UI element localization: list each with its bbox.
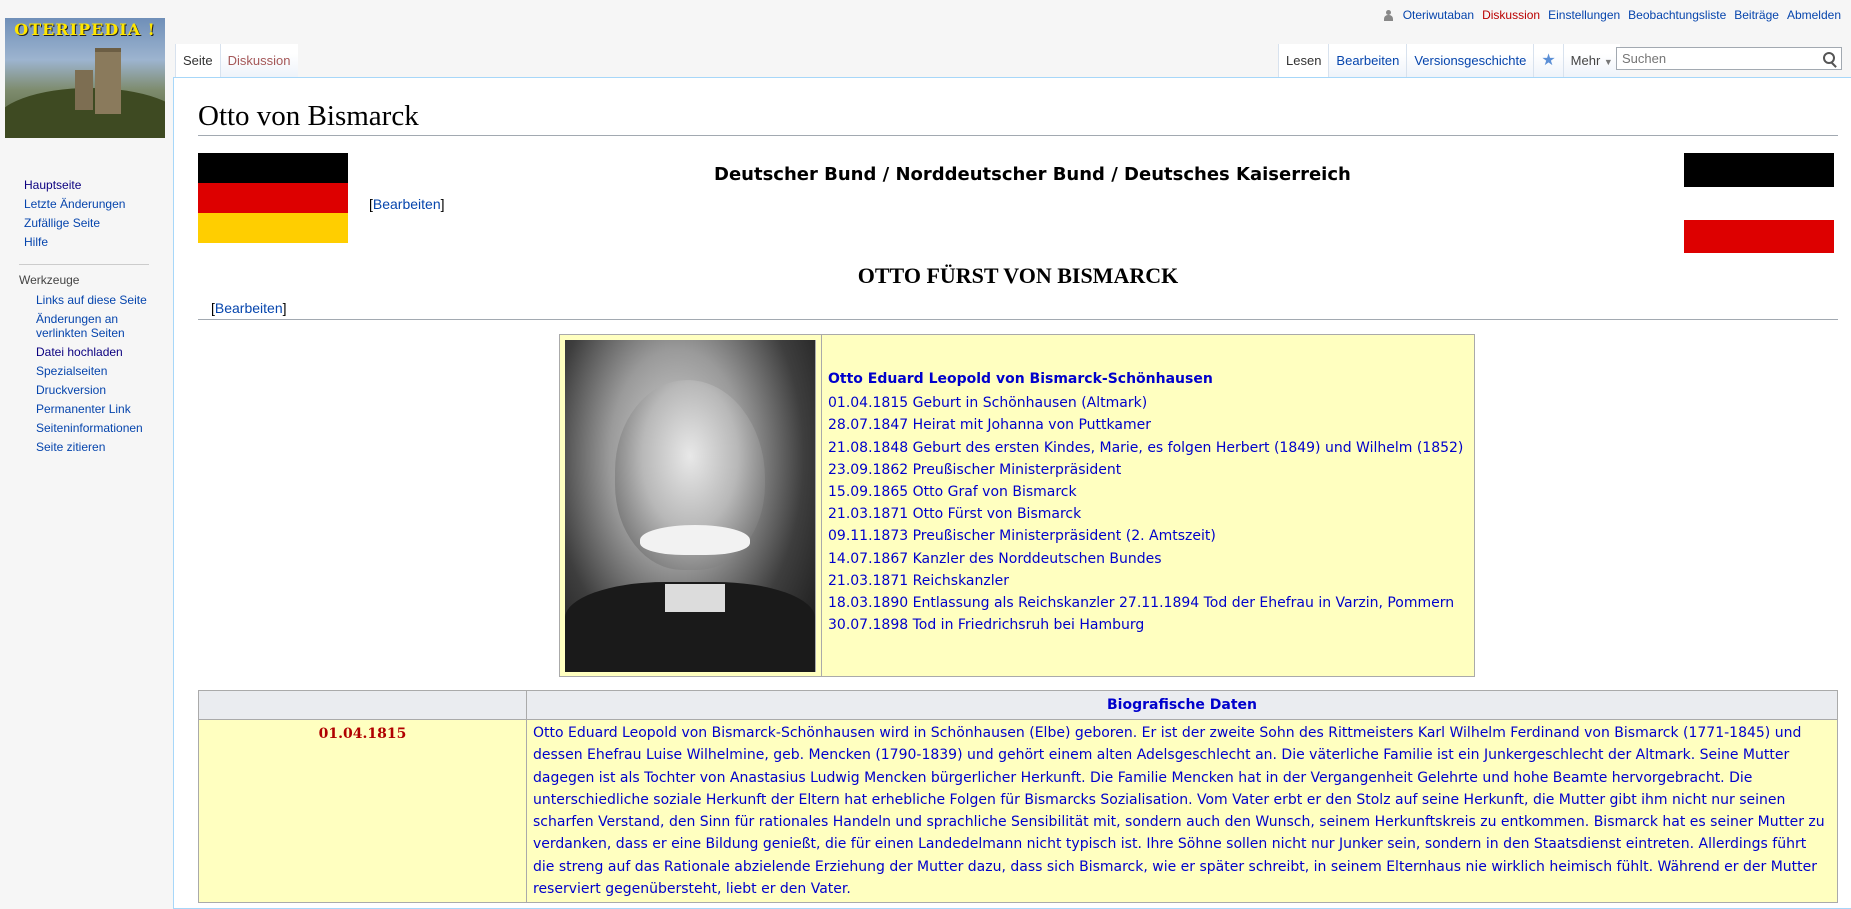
search-input[interactable] (1617, 48, 1817, 68)
event-item: 23.09.1862 Preußischer Ministerpräsident (828, 461, 1122, 478)
more-menu[interactable] (1563, 44, 1620, 77)
user-talk-link[interactable]: Diskussion (1482, 8, 1541, 22)
navigation-portal (0, 178, 170, 249)
user-link[interactable]: Oteriwutaban (1402, 8, 1475, 22)
sidebar-item-whatlinkshere[interactable]: Links auf diese Seite (36, 293, 147, 307)
chevron-down-icon: ▼ (1603, 57, 1613, 67)
event-item: 30.07.1898 Tod in Friedrichsruh bei Hamburg (828, 617, 1145, 634)
event-item: 18.03.1890 Entlassung als Reichskanzler 27.11.1894 Tod der Ehefrau in Varzin, Pommern (828, 595, 1455, 612)
sidebar-item-upload[interactable]: Datei hochladen (36, 345, 123, 359)
contributions-link[interactable]: Beiträge (1734, 8, 1779, 22)
table-cell-text: Otto Eduard Leopold von Bismarck-Schönhausen wird in Schönhausen (Elbe) geboren. Er ist der zweite Sohn des Rittmeisters Karl Wilhelm Ferdinand von Bismarck (1771-1845) und dessen Ehefrau Luise Wilhelmine, geb. Mencken (1790-1839) und gehört einem alten Adelsgeschlecht an. Die väterliche Familie ist ein Junkergeschlecht der Altmark. Seine Mutter dagegen ist als Tochter von Anastasius Ludwig Mencken bürgerlicher Herkunft. Die Familie Mencken hat in der Vergangenheit Gelehrte und hohe Beamte hervorgebracht. Die unterschiedliche soziale Herkunft der Eltern hat erhebliche Folgen für Bismarcks Sozialisation. Vom Vater erbt er den Stolz auf seine Herkunft, die Mutter gibt ihm nicht nur seinen scharfen Verstand, den Sinn für rationales Handeln und sprachliche Sensibilität mit, sondern auch den Wunsch, seinem Herkunftskreis zu entkommen. Bismarck hat es seiner Mutter zu verdanken, dass er eine Bildung genießt, die für einen Landedelmann nicht typisch ist. Ihre Söhne sollen nicht nur Junker sein, sondern in den Staatsdienst eintreten. Allerdings führt die streng auf das Rationale abzielende Erziehung der Mutter dazu, dass sich Bismarck, wie er später schreibt, in seinem Elternhaus nie wirklich heimisch fühlt. Während er der Mutter reserviert gegenübersteht, liebt er den Vater. (527, 720, 1838, 903)
edit-section-1: [Bearbeiten] (369, 196, 445, 212)
portrait-mustache (640, 525, 750, 555)
star-icon: ★ (1541, 52, 1556, 69)
infobox-text (828, 368, 1463, 636)
event-item: 15.09.1865 Otto Graf von Bismarck (828, 484, 1077, 501)
logout-link[interactable]: Abmelden (1786, 8, 1841, 22)
sidebar-item-permalink[interactable]: Permanenter Link (36, 402, 131, 416)
table-header-empty (199, 691, 527, 720)
tab-edit[interactable]: Bearbeiten (1328, 44, 1406, 77)
tab-read[interactable]: Lesen (1278, 44, 1328, 77)
tools-portal (0, 293, 170, 454)
german-flag (198, 153, 348, 243)
event-item: 01.04.1815 Geburt in Schönhausen (Altmark) (828, 395, 1148, 412)
tab-page[interactable]: Seite (175, 44, 220, 77)
namespace-tabs (175, 44, 298, 77)
section-title: OTTO FÜRST VON BISMARCK (857, 263, 1179, 288)
tab-discussion[interactable]: Diskussion (220, 44, 298, 77)
logo-castle-tower (95, 48, 121, 114)
event-item: 09.11.1873 Preußischer Ministerpräsident (2. Amtszeit) (828, 528, 1216, 545)
event-item: 28.07.1847 Heirat mit Johanna von Puttkamer (828, 417, 1151, 434)
infobox-name: Otto Eduard Leopold von Bismarck-Schönhausen (828, 371, 1213, 387)
sidebar (0, 178, 170, 459)
kaiserreich-flag-black (1684, 153, 1834, 187)
event-item: 14.07.1867 Kanzler des Norddeutschen Bundes (828, 550, 1162, 567)
view-tabs (1278, 44, 1620, 77)
sidebar-item-special-pages[interactable]: Spezialseiten (36, 364, 108, 378)
table-cell-date: 01.04.1815 (199, 720, 527, 903)
event-item: 21.03.1871 Reichskanzler (828, 572, 1009, 589)
sidebar-item-main-page[interactable]: Hauptseite (24, 178, 82, 192)
edit-link[interactable]: Bearbeiten (372, 196, 441, 212)
edit-link[interactable]: Bearbeiten (214, 300, 283, 316)
bio-table (198, 690, 1838, 903)
table-row (199, 720, 1838, 903)
flag-stripe-red (198, 183, 348, 213)
logo-castle-wall (75, 70, 93, 110)
tools-heading[interactable]: Werkzeuge (19, 264, 149, 287)
kaiserreich-flag-red (1684, 220, 1834, 253)
infobox-divider (821, 335, 822, 676)
tab-history[interactable]: Versionsgeschichte (1406, 44, 1533, 77)
watchlist-link[interactable]: Beobachtungsliste (1628, 8, 1727, 22)
sidebar-item-random-page[interactable]: Zufällige Seite (24, 216, 101, 230)
sidebar-item-help[interactable]: Hilfe (24, 235, 49, 249)
portrait-collar (665, 584, 725, 612)
edit-section-2: [Bearbeiten] (211, 300, 287, 316)
logo-text: OTERIPEDIA ! (14, 20, 156, 39)
preferences-link[interactable]: Einstellungen (1548, 8, 1621, 22)
section-divider (198, 319, 1838, 320)
more-label: Mehr (1570, 53, 1601, 68)
sidebar-item-related-changes[interactable]: Änderungen an verlinkten Seiten (36, 312, 125, 340)
search-icon[interactable] (1823, 52, 1835, 64)
sidebar-item-page-info[interactable]: Seiteninformationen (36, 421, 143, 435)
table-header-row (199, 691, 1838, 720)
section-subtitle: Deutscher Bund / Norddeutscher Bund / Deutsches Kaiserreich (714, 164, 1351, 185)
search-box (1616, 47, 1842, 70)
sidebar-item-cite[interactable]: Seite zitieren (36, 440, 106, 454)
flag-stripe-black (198, 153, 348, 183)
content-area (173, 77, 1851, 909)
page-title: Otto von Bismarck (198, 100, 1838, 136)
site-logo[interactable] (5, 18, 165, 138)
portrait-image[interactable] (565, 340, 816, 672)
table-header-biografische-daten: Biografische Daten (527, 691, 1838, 720)
event-item: 21.03.1871 Otto Fürst von Bismarck (828, 506, 1082, 523)
watch-star[interactable] (1533, 44, 1562, 77)
flag-stripe-gold (198, 213, 348, 243)
infobox (559, 334, 1475, 677)
sidebar-item-recent-changes[interactable]: Letzte Änderungen (24, 197, 126, 211)
personal-tools (1384, 8, 1841, 22)
user-icon (1384, 10, 1393, 21)
sidebar-item-print[interactable]: Druckversion (36, 383, 107, 397)
event-item: 21.08.1848 Geburt des ersten Kindes, Marie, es folgen Herbert (1849) und Wilhelm (1852) (828, 439, 1464, 456)
